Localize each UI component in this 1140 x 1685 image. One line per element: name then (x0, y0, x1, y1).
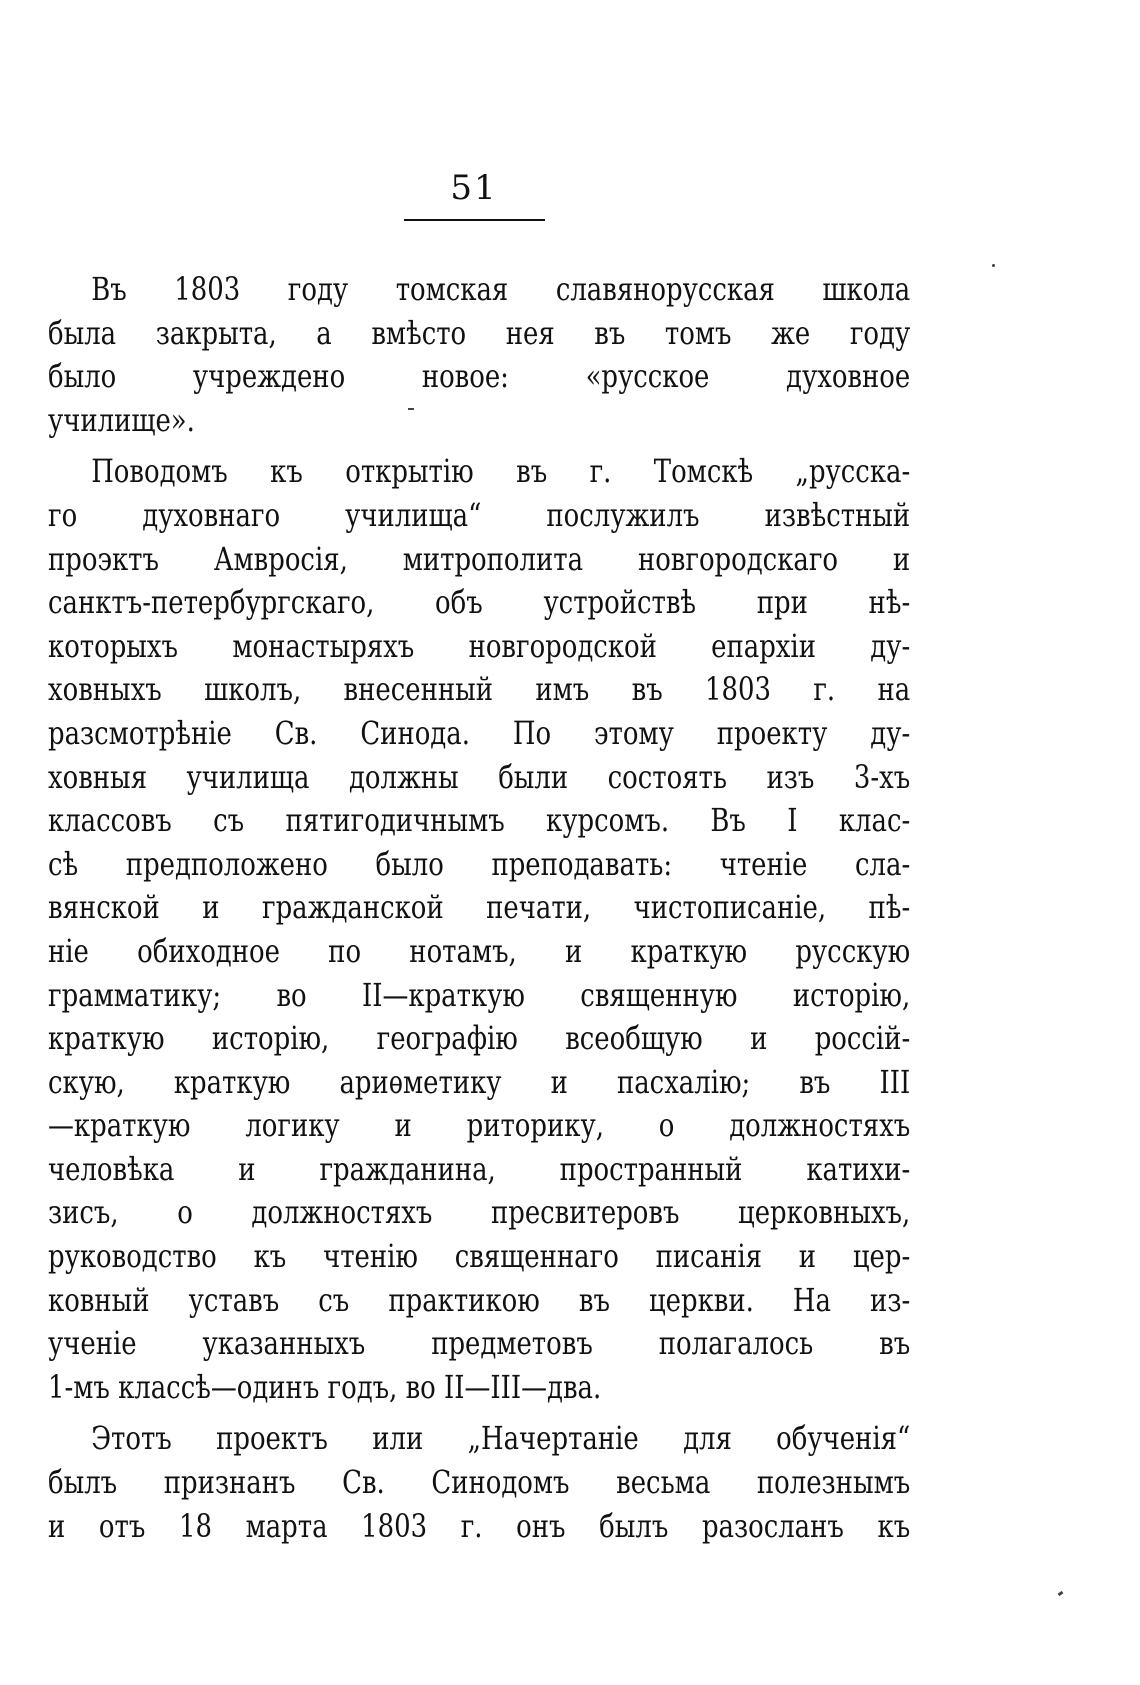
text-line: скую, краткую ариѳметику и пасхалiю; въ III (48, 1062, 911, 1101)
text-line: которыхъ монастыряхъ новгородской епархiи ду- (48, 626, 911, 665)
text-line: человѣка и гражданина, пространный катихи- (48, 1149, 911, 1188)
page-number: 51 (450, 168, 498, 208)
text-line: ковный уставъ съ практикою въ церкви. На из- (48, 1280, 911, 1319)
text-line: зисъ, о должностяхъ пресвитеровъ церковныхъ, (48, 1193, 911, 1232)
text-line: было учреждено новое: «русское духовное (48, 357, 911, 396)
paragraph-2 (48, 450, 910, 1409)
text-line: была закрыта, а вмѣсто нея въ томъ же году (48, 313, 911, 352)
text-line: го духовнаго училища“ послужилъ извѣстный (48, 495, 911, 534)
text-line: проэктъ Амвросiя, митрополита новгородскаго и (48, 539, 911, 578)
scan-speck (992, 264, 995, 267)
scan-speck (1058, 1591, 1064, 1596)
page-number-rule (404, 219, 545, 221)
text-line: Въ 1803 году томская славянорусская школа (91, 270, 911, 308)
text-line: —краткую логику и риторику, о должностяхъ (48, 1106, 911, 1145)
text-line: Поводомъ къ открытiю въ г. Томскѣ „русска- (91, 452, 911, 491)
text-line: былъ признанъ Св. Синодомъ весьма полезнымъ (48, 1463, 911, 1502)
text-line: сѣ предположено было преподавать: чтенiе сла- (48, 844, 911, 883)
text-line: разсмотрѣнiе Св. Синода. По этому проекту ду- (48, 713, 911, 752)
text-line: нiе обиходное по нотамъ, и краткую русскую (48, 931, 911, 970)
paragraph-1 (48, 268, 910, 442)
text-line: Этотъ проектъ или „Начертанiе для обученiя“ (91, 1419, 911, 1458)
text-line: училище». (48, 400, 195, 439)
text-line: ученiе указанныхъ предметовъ полагалось въ (48, 1324, 911, 1363)
text-line: 1-мъ классѣ—одинъ годъ, во II—III—два. (48, 1367, 602, 1406)
body-text (48, 268, 910, 1548)
scan-speck (408, 408, 414, 410)
text-line: вянской и гражданской печати, чистописанiе, пѣ- (48, 888, 911, 927)
text-line: грамматику; во II—краткую священную исторiю, (48, 975, 911, 1014)
text-line: краткую исторiю, географiю всеобщую и россiй- (48, 1019, 911, 1058)
text-line: ховныхъ школъ, внесенный имъ въ 1803 г. на (48, 670, 911, 709)
paragraph-3 (48, 1417, 910, 1548)
text-line: руководство къ чтенiю священнаго писанiя и цер- (48, 1237, 911, 1276)
text-line: классовъ съ пятигодичнымъ курсомъ. Въ I клас- (48, 801, 911, 840)
text-line: санктъ-петербургскаго, объ устройствѣ при нѣ- (48, 583, 911, 622)
text-line: ховныя училища должны были состоять изъ 3-хъ (48, 757, 911, 796)
text-line: и отъ 18 марта 1803 г. онъ былъ разосланъ къ (48, 1506, 911, 1545)
